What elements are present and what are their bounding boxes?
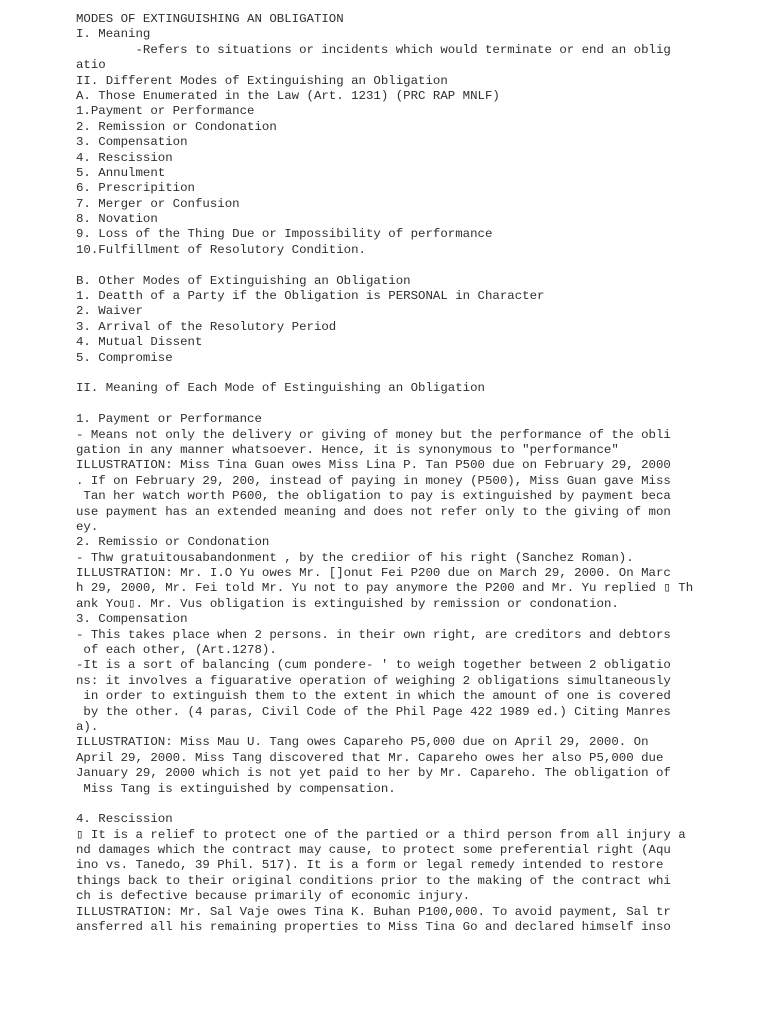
text-line: . If on February 29, 200, instead of paying in money (P500), Miss Guan gave Miss [76, 473, 671, 488]
text-line: ch is defective because primarily of economic injury. [76, 889, 471, 904]
illustration-line: ILLUSTRATION: Miss Mau U. Tang owes Capareho P5,000 due on April 29, 2000. On [76, 735, 649, 750]
text-line: Miss Tang is extinguished by compensation. [76, 781, 396, 796]
text-line: - This takes place when 2 persons. in their own right, are creditors and debtors [76, 627, 671, 642]
mode-heading: 1. Payment or Performance [76, 412, 262, 427]
text-line: January 29, 2000 which is not yet paid to her by Mr. Capareho. The obligation of [76, 766, 671, 781]
text-line: of each other, (Art.1278). [76, 643, 277, 658]
text-line: Tan her watch worth P600, the obligation to pay is extinguished by payment beca [76, 489, 671, 504]
blank-line [76, 258, 756, 273]
text-line: gation in any manner whatsoever. Hence, it is synonymous to "performance" [76, 442, 619, 457]
mode-heading: 4. Rescission [76, 812, 173, 827]
document-title: MODES OF EXTINGUISHING AN OBLIGATION [76, 12, 344, 26]
list-item: 3. Compensation [76, 135, 188, 150]
text-line: use payment has an extended meaning and does not refer only to the giving of mon [76, 504, 671, 519]
illustration-line: ILLUSTRATION: Mr. I.O Yu owes Mr. []onut Fei P200 due on March 29, 2000. On Marc [76, 566, 671, 581]
section-heading: II. Meaning of Each Mode of Estinguishing an Obligation [76, 381, 485, 396]
list-item: 2. Remission or Condonation [76, 119, 277, 134]
text-line: atio [76, 58, 106, 73]
list-item: 5. Compromise [76, 350, 173, 365]
text-line: ns: it involves a figuarative operation of weighing 2 obligations simultaneously [76, 673, 671, 688]
blank-line [76, 366, 756, 381]
text-line: - Means not only the delivery or giving of money but the performance of the obli [76, 427, 671, 442]
text-line: April 29, 2000. Miss Tang discovered that Mr. Capareho owes her also P5,000 due [76, 750, 664, 765]
mode-heading: 3. Compensation [76, 612, 188, 627]
text-line: ino vs. Tanedo, 39 Phil. 517). It is a form or legal remedy intended to restore [76, 858, 664, 873]
text-line: by the other. (4 paras, Civil Code of the Phil Page 422 1989 ed.) Citing Manres [76, 704, 671, 719]
illustration-line: ILLUSTRATION: Miss Tina Guan owes Miss Lina P. Tan P500 due on February 29, 2000 [76, 458, 671, 473]
list-item: 9. Loss of the Thing Due or Impossibility of performance [76, 227, 493, 242]
list-item: 10.Fulfillment of Resolutory Condition. [76, 242, 366, 257]
section-heading: II. Different Modes of Extinguishing an Obligation [76, 73, 448, 88]
list-item: 1.Payment or Performance [76, 104, 255, 119]
list-item: 3. Arrival of the Resolutory Period [76, 319, 337, 334]
list-item: 8. Novation [76, 212, 158, 227]
section-heading: I. Meaning [76, 27, 151, 42]
text-line: h 29, 2000, Mr. Fei told Mr. Yu not to pay anymore the P200 and Mr. Yu replied ▯ Th [76, 581, 694, 596]
list-item: 2. Waiver [76, 304, 143, 319]
text-line: in order to extinguish them to the extent in which the amount of one is covered [76, 689, 671, 704]
text-line: ansferred all his remaining properties to Miss Tina Go and declared himself inso [76, 920, 671, 935]
illustration-line: ILLUSTRATION: Mr. Sal Vaje owes Tina K. Buhan P100,000. To avoid payment, Sal tr [76, 904, 671, 919]
text-line: nd damages which the contract may cause, to protect some preferential right (Aqu [76, 843, 671, 858]
blank-line [76, 397, 756, 412]
list-item: 4. Rescission [76, 150, 173, 165]
text-line: ▯ It is a relief to protect one of the partied or a third person from all injury a [76, 827, 686, 842]
text-line: ey. [76, 519, 99, 534]
list-item: 1. Deatth of a Party if the Obligation is PERSONAL in Character [76, 289, 545, 304]
text-line: things back to their original conditions prior to the making of the contract whi [76, 873, 671, 888]
list-item: 6. Prescripition [76, 181, 195, 196]
text-line: a). [76, 719, 99, 734]
blank-line [76, 797, 756, 812]
mode-heading: 2. Remissio or Condonation [76, 535, 270, 550]
text-line: ank You▯. Mr. Vus obligation is extinguished by remission or condonation. [76, 596, 619, 611]
document-body [76, 12, 756, 935]
list-item: 4. Mutual Dissent [76, 335, 203, 350]
list-item: 7. Merger or Confusion [76, 196, 240, 211]
list-item: 5. Annulment [76, 165, 166, 180]
subsection-heading: A. Those Enumerated in the Law (Art. 1231) (PRC RAP MNLF) [76, 88, 500, 103]
text-line: - Thw gratuitousabandonment , by the crediior of his right (Sanchez Roman). [76, 550, 634, 565]
text-line: -It is a sort of balancing (cum pondere- ' to weigh together between 2 obligatio [76, 658, 671, 673]
subsection-heading: B. Other Modes of Extinguishing an Obligation [76, 273, 411, 288]
text-line: -Refers to situations or incidents which would terminate or end an oblig [76, 42, 671, 57]
